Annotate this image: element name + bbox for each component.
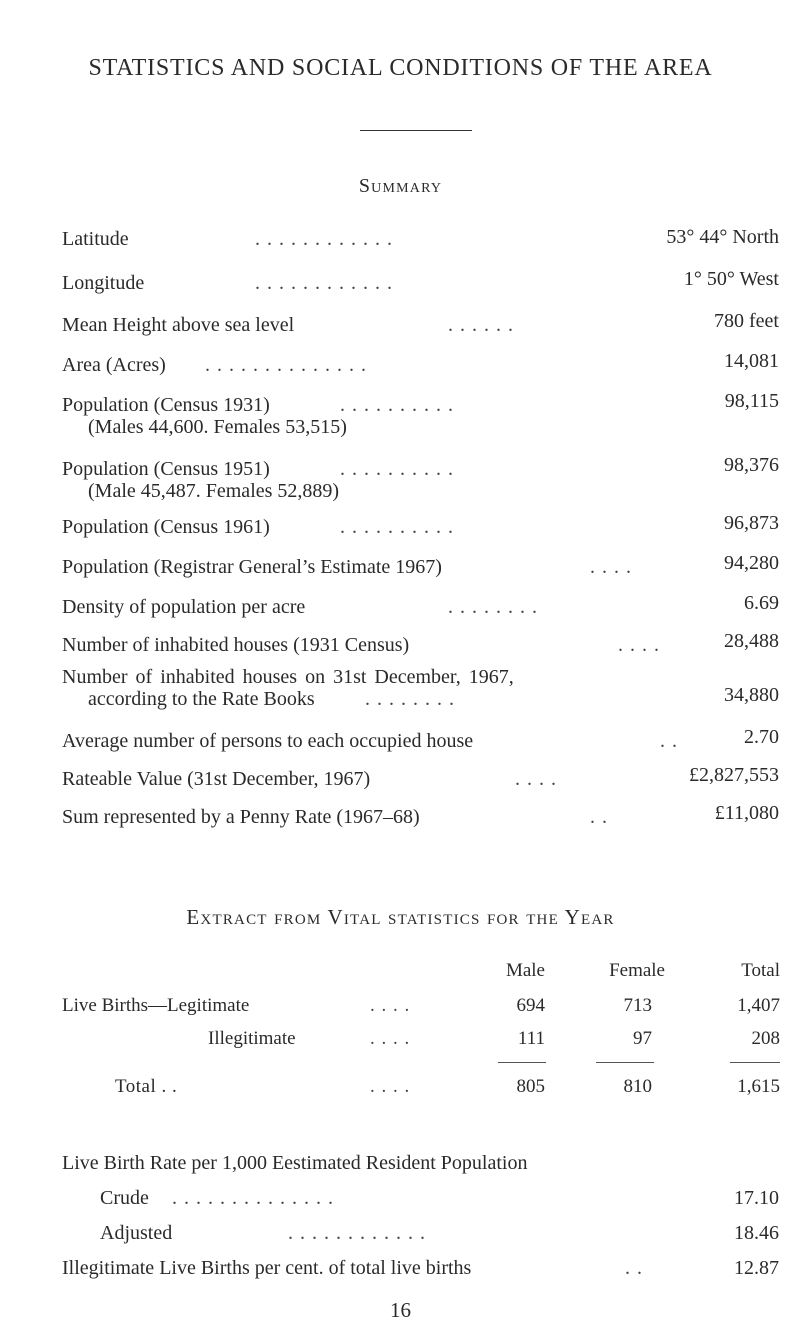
leader-dots: . . . . . . . . [365, 688, 455, 710]
summary-row-value: 6.69 [744, 592, 779, 614]
summary-row-sublabel: (Male 45,487. Females 52,889) [88, 480, 340, 502]
summary-row-value: 2.70 [744, 726, 779, 748]
summary-row-label: Average number of persons to each occupied house [62, 730, 474, 752]
summary-row-label: Number of inhabited houses (1931 Census) [62, 634, 410, 656]
table-row-label: Illegitimate [208, 1028, 296, 1049]
summary-row-label: Density of population per acre [62, 596, 306, 618]
sum-rule-female [596, 1062, 654, 1063]
leader-dots: . . [625, 1257, 643, 1279]
rate-label: Illegitimate Live Births per cent. of total live births [62, 1257, 472, 1279]
table-row-label: Live Births—Legitimate [62, 995, 250, 1016]
summary-row-value: 98,376 [724, 454, 779, 476]
birth-rate-heading: Live Birth Rate per 1,000 Eestimated Resident Population [62, 1152, 528, 1174]
table-cell-female: 810 [623, 1076, 652, 1097]
leader-dots: . . . . [370, 1028, 411, 1049]
column-header-female: Female [609, 960, 665, 981]
table-cell-female: 97 [633, 1028, 652, 1049]
table-cell-total: 1,615 [737, 1076, 780, 1097]
summary-row-label: Population (Census 1951) [62, 458, 270, 480]
summary-row-label: Longitude [62, 272, 145, 294]
summary-row-label: Population (Census 1961) [62, 516, 270, 538]
summary-row-value: 34,880 [724, 684, 779, 706]
leader-dots: . . . . . . . . . . . . . . [172, 1187, 334, 1209]
rate-label: Crude [100, 1187, 149, 1209]
summary-row-value: 96,873 [724, 512, 779, 534]
leader-dots: . . . . [370, 1076, 411, 1097]
leader-dots: . . . . [590, 556, 632, 578]
leader-dots: . . . . . . [448, 314, 514, 336]
leader-dots: . . . . . . . . . . [340, 458, 454, 480]
table-cell-female: 713 [623, 995, 652, 1016]
leader-dots: . . . . [370, 995, 411, 1016]
leader-dots: . . . . . . . . . . . . [255, 272, 393, 294]
summary-row-label: Mean Height above sea level [62, 314, 295, 336]
leader-dots: . . [660, 730, 678, 752]
summary-row-value: 1° 50° West [683, 268, 779, 290]
leader-dots: . . [590, 806, 608, 828]
leader-dots: . . . . . . . . . . . . [255, 228, 393, 250]
table-cell-male: 805 [516, 1076, 545, 1097]
page-title: STATISTICS AND SOCIAL CONDITIONS OF THE AREA [88, 55, 713, 81]
vital-stats-heading: Extract from Vital statistics for the Year [186, 905, 615, 929]
leader-dots: . . . . [515, 768, 557, 790]
rate-value: 17.10 [734, 1187, 779, 1209]
summary-row-value: 53° 44° North [666, 226, 779, 248]
summary-row-label: Latitude [62, 228, 129, 250]
sum-rule-male [498, 1062, 546, 1063]
page-number: 16 [390, 1298, 411, 1322]
summary-row-value: 94,280 [724, 552, 779, 574]
summary-row-value: 780 feet [714, 310, 779, 332]
summary-row-label: Population (Census 1931) [62, 394, 270, 416]
summary-row-value: £2,827,553 [689, 764, 779, 786]
summary-row-value: 98,115 [724, 390, 779, 412]
title-divider [360, 130, 472, 131]
summary-row-label: Area (Acres) [62, 354, 166, 376]
summary-row-value: £11,080 [714, 802, 779, 824]
summary-row-value: 14,081 [724, 350, 779, 372]
leader-dots: . . . . . . . . . . [340, 516, 454, 538]
table-cell-total: 208 [751, 1028, 780, 1049]
summary-heading: Summary [358, 175, 443, 197]
leader-dots: . . . . [618, 634, 660, 656]
summary-row-label: Population (Registrar General’s Estimate 1967) [62, 556, 442, 578]
table-cell-male: 111 [517, 1028, 545, 1049]
summary-row-sublabel: according to the Rate Books [88, 688, 315, 710]
column-header-total: Total [741, 960, 780, 981]
column-header-male: Male [505, 960, 545, 981]
table-cell-total: 1,407 [737, 995, 780, 1016]
table-row-label: Total . . [115, 1076, 178, 1097]
summary-row-label: Rateable Value (31st December, 1967) [62, 768, 371, 790]
summary-row-label: Number of inhabited houses on 31st December, 1967, [62, 666, 514, 688]
leader-dots: . . . . . . . . . . . . [288, 1222, 426, 1244]
summary-row-sublabel: (Males 44,600. Females 53,515) [88, 416, 347, 438]
summary-row-value: 28,488 [724, 630, 779, 652]
table-cell-male: 694 [516, 995, 545, 1016]
summary-row-label: Sum represented by a Penny Rate (1967–68) [62, 806, 420, 828]
rate-value: 18.46 [734, 1222, 779, 1244]
rate-value: 12.87 [734, 1257, 779, 1279]
rate-label: Adjusted [100, 1222, 173, 1244]
leader-dots: . . . . . . . . . . [340, 394, 454, 416]
leader-dots: . . . . . . . . . . . . . . [205, 354, 367, 376]
leader-dots: . . . . . . . . [448, 596, 538, 618]
sum-rule-total [730, 1062, 780, 1063]
